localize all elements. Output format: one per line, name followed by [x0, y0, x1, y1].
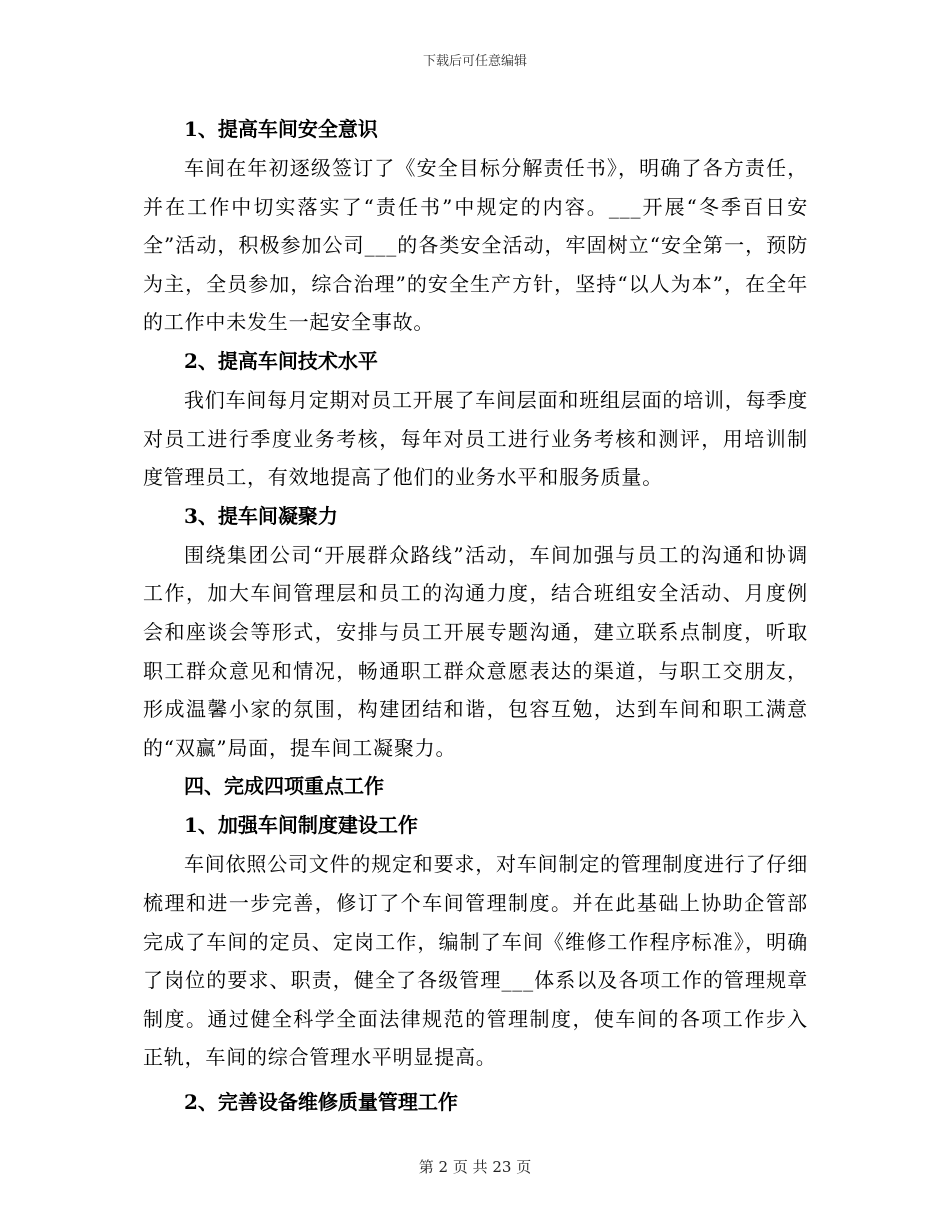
body-paragraph: 围绕集团公司“开展群众路线”活动，车间加强与员工的沟通和协调工作，加大车间管理层和员工的沟通力度，结合班组安全活动、月度例会和座谈会等形式，安排与员工开展专题沟通，建立联系点制度，听取职工群众意见和情况，畅通职工群众意愿表达的渠道，与职工交朋友，形成温馨小家的氛围，构建团结和谐，包容互勉，达到车间和职工满意的“双赢”局面，提车间工凝聚力。 [143, 542, 808, 760]
body-paragraph: 车间在年初逐级签订了《安全目标分解责任书》，明确了各方责任，并在工作中切实落实了“责任书”中规定的内容。___开展“冬季百日安全”活动，积极参加公司___的各类安全活动，牢固树立“安全第一，预防为主，全员参加，综合治理”的安全生产方针，坚持“以人为本”，在全年的工作中未发生一起安全事故。 [143, 156, 808, 335]
section-heading: 2、提高车间技术水平 [184, 348, 378, 373]
section-heading: 1、提高车间安全意识 [184, 117, 378, 141]
document-body [143, 110, 808, 1122]
page-header: 下载后可任意编辑 [422, 54, 527, 69]
section-heading: 1、加强车间制度建设工作 [184, 813, 418, 838]
section-heading: 3、提车间凝聚力 [184, 503, 338, 528]
body-paragraph: 车间依照公司文件的规定和要求，对车间制定的管理制度进行了仔细梳理和进一步完善，修订了个车间管理制度。并在此基础上协助企管部完成了车间的定员、定岗工作，编制了车间《维修工作程序标准》，明确了岗位的要求、职责，健全了各级管理___体系以及各项工作的管理规章制度。通过健全科学全面法律规范的管理制度，使车间的各项工作步入正轨，车间的综合管理水平明显提高。 [143, 852, 808, 1070]
body-paragraph: 我们车间每月定期对员工开展了车间层面和班组层面的培训，每季度对员工进行季度业务考核，每年对员工进行业务考核和测评，用培训制度管理员工，有效地提高了他们的业务水平和服务质量。 [143, 387, 808, 490]
page-footer: 第 2 页 共 23 页 [418, 1158, 532, 1176]
chapter-heading: 四、完成四项重点工作 [184, 774, 384, 799]
section-heading: 2、完善设备维修质量管理工作 [184, 1089, 458, 1114]
